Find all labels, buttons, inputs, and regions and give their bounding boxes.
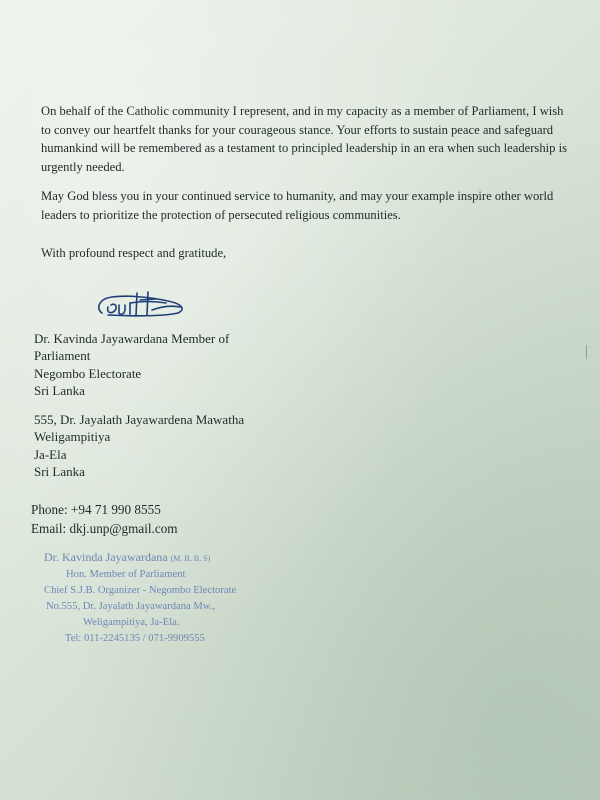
handwritten-signature [90, 283, 200, 328]
body-paragraph: May God bless you in your continued service to humanity, and may your example inspire other world leaders to prioritize the protection of persecuted religious communities. [41, 189, 554, 222]
closing-line: With profound respect and gratitude, [41, 246, 227, 260]
email-line: Email: dkj.unp@gmail.com [31, 521, 178, 536]
sender-block [34, 330, 229, 400]
stamp-town: Weligampitiya, Ja-Ela. [83, 617, 180, 628]
address-street: 555, Dr. Jayalath Jayawardena Mawatha [34, 412, 245, 427]
body-paragraph: On behalf of the Catholic community I represent, and in my capacity as a member of Parliament, I wish to convey our heartfelt thanks for your courageous stance. Your efforts to sustain peace and safeguard humankind will be remembered as a testament to principled leadership in an era when such leadership is urgently needed. [41, 104, 567, 174]
paper-mark [586, 345, 587, 359]
sender-name-line: Dr. Kavinda Jayawardana Member of [34, 331, 230, 346]
contact-block [31, 500, 178, 538]
stamp-name-line [44, 549, 304, 567]
stamp-title: Hon. Member of Parliament [66, 569, 186, 580]
address-town: Weligampitiya [34, 429, 111, 445]
stamp-phone: Tel: 011-2245135 / 071-9909555 [65, 633, 205, 644]
stamp-name: Dr. Kavinda Jayawardana [44, 550, 168, 564]
phone-line: Phone: +94 71 990 8555 [31, 502, 161, 517]
address-city: Ja-Ela [34, 446, 67, 462]
stamp-role: Chief S.J.B. Organizer - Negombo Electorate [44, 585, 237, 596]
sender-country: Sri Lanka [34, 383, 85, 399]
stamp-qualification: (M. B. B. S) [170, 554, 211, 563]
sender-title-line: Parliament [34, 348, 91, 364]
address-block [34, 411, 244, 481]
rubber-stamp [44, 549, 304, 647]
address-country: Sri Lanka [34, 464, 85, 480]
stamp-address: No.555, Dr. Jayalath Jayawardana Mw., [46, 601, 216, 612]
sender-electorate: Negombo Electorate [34, 365, 142, 381]
